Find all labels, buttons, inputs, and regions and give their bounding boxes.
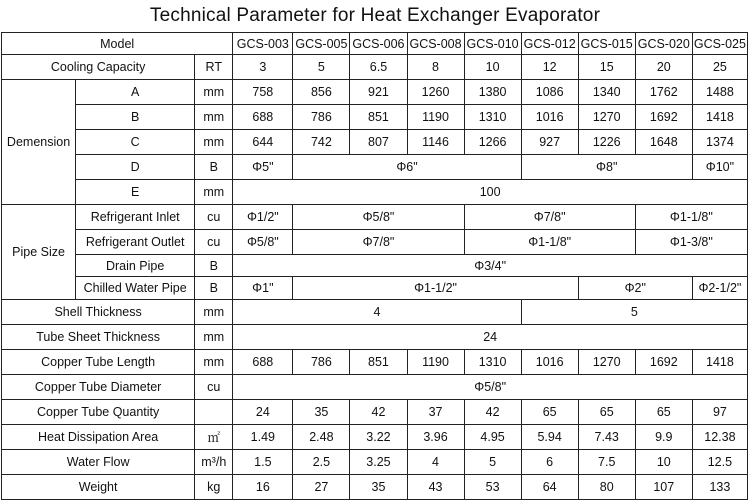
row-label: Water Flow — [2, 450, 195, 475]
unit-cell: mm — [195, 130, 233, 155]
page-title: Technical Parameter for Heat Exchanger Evaporator — [149, 5, 601, 26]
value-cell: 24 — [233, 325, 748, 350]
value-cell: 1146 — [407, 130, 464, 155]
value-cell: 65 — [521, 400, 578, 425]
value-cell: 1418 — [692, 105, 747, 130]
dimension-e-row — [2, 180, 748, 205]
model-cell: GCS-010 — [464, 33, 521, 55]
value-cell: 12.5 — [692, 450, 747, 475]
value-cell: 1260 — [407, 80, 464, 105]
unit-cell: kg — [195, 475, 233, 500]
model-cell: GCS-005 — [293, 33, 350, 55]
unit-cell: mm — [195, 325, 233, 350]
value-cell: Φ1-1/2" — [293, 277, 578, 300]
value-cell: Φ1-1/8" — [635, 205, 747, 230]
value-cell: 12 — [521, 55, 578, 80]
row-label: Heat Dissipation Area — [2, 425, 195, 450]
unit-cell: B — [195, 277, 233, 300]
water-flow-row — [2, 450, 748, 475]
row-label: Copper Tube Diameter — [2, 375, 195, 400]
value-cell: Φ1-3/8" — [635, 230, 747, 255]
value-cell: 43 — [407, 475, 464, 500]
value-cell: 927 — [521, 130, 578, 155]
row-label: Chilled Water Pipe — [76, 277, 195, 300]
dimension-group-label: Demension — [2, 80, 76, 205]
value-cell: 1086 — [521, 80, 578, 105]
value-cell: 644 — [233, 130, 293, 155]
value-cell: Φ1" — [233, 277, 293, 300]
value-cell: 921 — [350, 80, 407, 105]
unit-cell: B — [195, 255, 233, 277]
value-cell: Φ3/4" — [233, 255, 748, 277]
cooling-capacity-row — [2, 55, 748, 80]
value-cell: 856 — [293, 80, 350, 105]
value-cell: 10 — [464, 55, 521, 80]
row-label: Cooling Capacity — [2, 55, 195, 80]
value-cell: 1270 — [578, 105, 635, 130]
value-cell: Φ5/8" — [293, 205, 464, 230]
dimension-a-row — [2, 80, 748, 105]
value-cell: 742 — [293, 130, 350, 155]
row-label: Drain Pipe — [76, 255, 195, 277]
value-cell: 1226 — [578, 130, 635, 155]
value-cell: 65 — [578, 400, 635, 425]
pipe-size-group-label: Pipe Size — [2, 205, 76, 300]
model-cell: GCS-003 — [233, 33, 293, 55]
model-cell: GCS-008 — [407, 33, 464, 55]
value-cell: Φ5/8" — [233, 230, 293, 255]
value-cell: 5.94 — [521, 425, 578, 450]
unit-cell — [195, 400, 233, 425]
value-cell: 35 — [350, 475, 407, 500]
row-label: Copper Tube Length — [2, 350, 195, 375]
value-cell: 688 — [233, 350, 293, 375]
dimension-d-row — [2, 155, 748, 180]
value-cell: Φ6" — [293, 155, 521, 180]
value-cell: 7.5 — [578, 450, 635, 475]
shell-thickness-row — [2, 300, 748, 325]
row-label: Tube Sheet Thickness — [2, 325, 195, 350]
copper-tube-length-row — [2, 350, 748, 375]
value-cell: 25 — [692, 55, 747, 80]
value-cell: 65 — [635, 400, 692, 425]
value-cell: 1340 — [578, 80, 635, 105]
model-row — [2, 33, 748, 55]
value-cell: 851 — [350, 350, 407, 375]
chilled-water-pipe-row — [2, 277, 748, 300]
refrigerant-outlet-row — [2, 230, 748, 255]
value-cell: 35 — [293, 400, 350, 425]
unit-cell: mm — [195, 180, 233, 205]
row-label: Weight — [2, 475, 195, 500]
value-cell: 3 — [233, 55, 293, 80]
value-cell: 9.9 — [635, 425, 692, 450]
value-cell: 4 — [233, 300, 521, 325]
value-cell: 7.43 — [578, 425, 635, 450]
row-label: Refrigerant Inlet — [76, 205, 195, 230]
value-cell: 1.5 — [233, 450, 293, 475]
value-cell: 15 — [578, 55, 635, 80]
value-cell: 16 — [233, 475, 293, 500]
model-cell: GCS-006 — [350, 33, 407, 55]
unit-cell: mm — [195, 300, 233, 325]
value-cell: 8 — [407, 55, 464, 80]
value-cell: 1374 — [692, 130, 747, 155]
value-cell: 133 — [692, 475, 747, 500]
value-cell: Φ7/8" — [464, 205, 635, 230]
value-cell: Φ5/8" — [233, 375, 748, 400]
model-cell: GCS-012 — [521, 33, 578, 55]
unit-cell: mm — [195, 80, 233, 105]
row-label: A — [76, 80, 195, 105]
value-cell: Φ10" — [692, 155, 747, 180]
unit-cell: B — [195, 155, 233, 180]
row-label: B — [76, 105, 195, 130]
value-cell: 1016 — [521, 105, 578, 130]
model-cell: GCS-025 — [692, 33, 747, 55]
value-cell: 6.5 — [350, 55, 407, 80]
value-cell: 1266 — [464, 130, 521, 155]
value-cell: 2.48 — [293, 425, 350, 450]
value-cell: Φ5" — [233, 155, 293, 180]
value-cell: 1190 — [407, 105, 464, 130]
value-cell: 6 — [521, 450, 578, 475]
value-cell: Φ2" — [578, 277, 692, 300]
value-cell: 807 — [350, 130, 407, 155]
value-cell: 1380 — [464, 80, 521, 105]
unit-cell: cu — [195, 230, 233, 255]
tube-sheet-thickness-row — [2, 325, 748, 350]
weight-row — [2, 475, 748, 500]
drain-pipe-row — [2, 255, 748, 277]
unit-cell: mm — [195, 350, 233, 375]
value-cell: 3.96 — [407, 425, 464, 450]
copper-tube-diameter-row — [2, 375, 748, 400]
unit-cell: cu — [195, 375, 233, 400]
value-cell: 107 — [635, 475, 692, 500]
value-cell: 4.95 — [464, 425, 521, 450]
value-cell: 1418 — [692, 350, 747, 375]
value-cell: 80 — [578, 475, 635, 500]
row-label: Shell Thickness — [2, 300, 195, 325]
value-cell: 3.25 — [350, 450, 407, 475]
value-cell: Φ1/2" — [233, 205, 293, 230]
technical-parameter-table — [1, 32, 748, 500]
value-cell: Φ1-1/8" — [464, 230, 635, 255]
value-cell: 12.38 — [692, 425, 747, 450]
value-cell: 1310 — [464, 350, 521, 375]
value-cell: 851 — [350, 105, 407, 130]
copper-tube-quantity-row — [2, 400, 748, 425]
value-cell: 786 — [293, 350, 350, 375]
model-cell: GCS-020 — [635, 33, 692, 55]
value-cell: 5 — [293, 55, 350, 80]
value-cell: 4 — [407, 450, 464, 475]
model-cell: GCS-015 — [578, 33, 635, 55]
value-cell: Φ7/8" — [293, 230, 464, 255]
value-cell: 42 — [464, 400, 521, 425]
value-cell: 10 — [635, 450, 692, 475]
unit-cell: mm — [195, 105, 233, 130]
unit-cell: RT — [195, 55, 233, 80]
model-label: Model — [2, 33, 233, 55]
value-cell: 1692 — [635, 350, 692, 375]
value-cell: 20 — [635, 55, 692, 80]
dimension-b-row — [2, 105, 748, 130]
value-cell: Φ8" — [521, 155, 692, 180]
value-cell: 1270 — [578, 350, 635, 375]
row-label: E — [76, 180, 195, 205]
value-cell: 5 — [521, 300, 747, 325]
unit-cell: cu — [195, 205, 233, 230]
value-cell: 786 — [293, 105, 350, 130]
value-cell: 2.5 — [293, 450, 350, 475]
value-cell: Φ2-1/2" — [692, 277, 747, 300]
value-cell: 37 — [407, 400, 464, 425]
unit-cell: ㎡ — [195, 425, 233, 450]
row-label: C — [76, 130, 195, 155]
row-label: Copper Tube Quantity — [2, 400, 195, 425]
value-cell: 1.49 — [233, 425, 293, 450]
value-cell: 758 — [233, 80, 293, 105]
value-cell: 27 — [293, 475, 350, 500]
value-cell: 100 — [233, 180, 748, 205]
value-cell: 1310 — [464, 105, 521, 130]
dimension-c-row — [2, 130, 748, 155]
value-cell: 42 — [350, 400, 407, 425]
value-cell: 1648 — [635, 130, 692, 155]
value-cell: 97 — [692, 400, 747, 425]
refrigerant-inlet-row — [2, 205, 748, 230]
value-cell: 3.22 — [350, 425, 407, 450]
value-cell: 53 — [464, 475, 521, 500]
value-cell: 1692 — [635, 105, 692, 130]
value-cell: 688 — [233, 105, 293, 130]
value-cell: 24 — [233, 400, 293, 425]
value-cell: 64 — [521, 475, 578, 500]
unit-cell: m³/h — [195, 450, 233, 475]
row-label: D — [76, 155, 195, 180]
value-cell: 1016 — [521, 350, 578, 375]
value-cell: 5 — [464, 450, 521, 475]
value-cell: 1190 — [407, 350, 464, 375]
heat-dissipation-area-row — [2, 425, 748, 450]
value-cell: 1488 — [692, 80, 747, 105]
value-cell: 1762 — [635, 80, 692, 105]
row-label: Refrigerant Outlet — [76, 230, 195, 255]
